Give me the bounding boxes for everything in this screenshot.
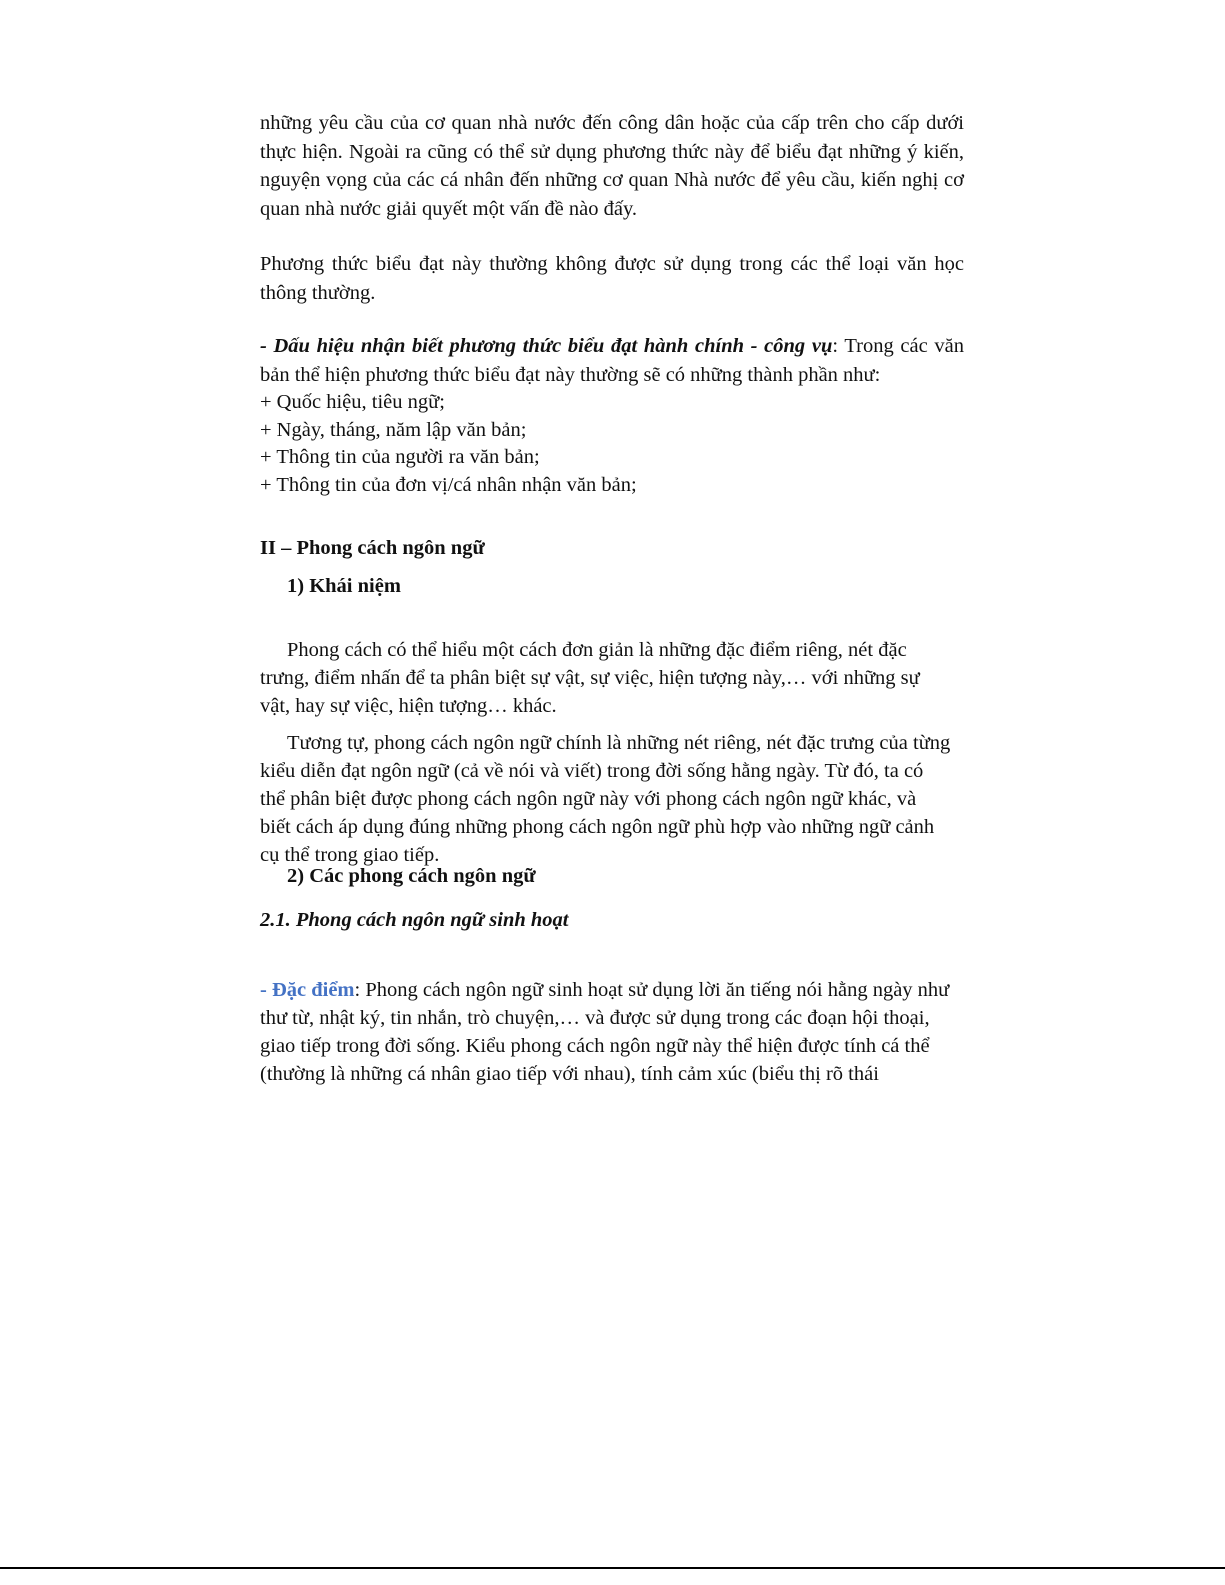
paragraph-concept-1: Phong cách có thể hiểu một cách đơn giản là những đặc điểm riêng, nét đặc trưng, điểm nhấn để ta phân biệt sự vật, sự việc, hiện tượng này,… với những sự vật, hay sự việc, hiện tượng… khác. xyxy=(260,638,920,717)
components-list xyxy=(260,389,964,499)
list-item: + Ngày, tháng, năm lập văn bản; xyxy=(260,418,527,441)
signs-lead-text: : Trong các văn bản thể hiện phương thức biểu đạt này thường sẽ có những thành phần như: xyxy=(260,335,964,386)
page-bottom-rule xyxy=(0,1567,1225,1569)
signs-lead-label: - Dấu hiệu nhận biết phương thức biểu đạt hành chính - công vụ xyxy=(260,335,833,357)
paragraph-intro: những yêu cầu của cơ quan nhà nước đến công dân hoặc của cấp trên cho cấp dưới thực hiện. Ngoài ra cũng có thể sử dụng phương thức này để biểu đạt những ý kiến, nguyện vọng của các cá nhân đến những cơ quan Nhà nước để yêu cầu, kiến nghị cơ quan nhà nước giải quyết một vấn đề nào đấy. xyxy=(260,112,964,220)
subheading-styles: 2) Các phong cách ngôn ngữ xyxy=(287,865,536,887)
paragraph-usage-note: Phương thức biểu đạt này thường không được sử dụng trong các thể loại văn học thông thường. xyxy=(260,253,964,304)
paragraph-signs xyxy=(260,332,964,389)
subheading-daily-style: 2.1. Phong cách ngôn ngữ sinh hoạt xyxy=(260,909,569,931)
list-item: + Quốc hiệu, tiêu ngữ; xyxy=(260,391,445,413)
feature-label: - Đặc điểm xyxy=(260,978,355,1001)
list-item: + Thông tin của người ra văn bản; xyxy=(260,446,540,468)
list-item: + Thông tin của đơn vị/cá nhân nhận văn bản; xyxy=(260,473,637,496)
paragraph-concept-2: Tương tự, phong cách ngôn ngữ chính là những nét riêng, nét đặc trưng của từng kiểu diễn đạt ngôn ngữ (cả về nói và viết) trong đời sống hằng ngày. Từ đó, ta có thể phân biệt được phong cách ngôn ngữ này với phong cách ngôn ngữ khác, và biết cách áp dụng đúng những phong cách ngôn ngữ phù hợp vào những ngữ cảnh cụ thể trong giao tiếp. xyxy=(260,731,951,866)
section-heading: II – Phong cách ngôn ngữ xyxy=(260,537,485,559)
feature-text: : Phong cách ngôn ngữ sinh hoạt sử dụng lời ăn tiếng nói hằng ngày như thư từ, nhật ký, tin nhắn, trò chuyện,… và được sử dụng trong các đoạn hội thoại, giao tiếp trong đời sống. Kiểu phong cách ngôn ngữ này thể hiện được tính cá thể (thường là những cá nhân giao tiếp với nhau), tính cảm xúc (biểu thị rõ thái xyxy=(260,978,950,1085)
subheading-concept: 1) Khái niệm xyxy=(287,575,401,597)
paragraph-features xyxy=(260,976,952,1088)
